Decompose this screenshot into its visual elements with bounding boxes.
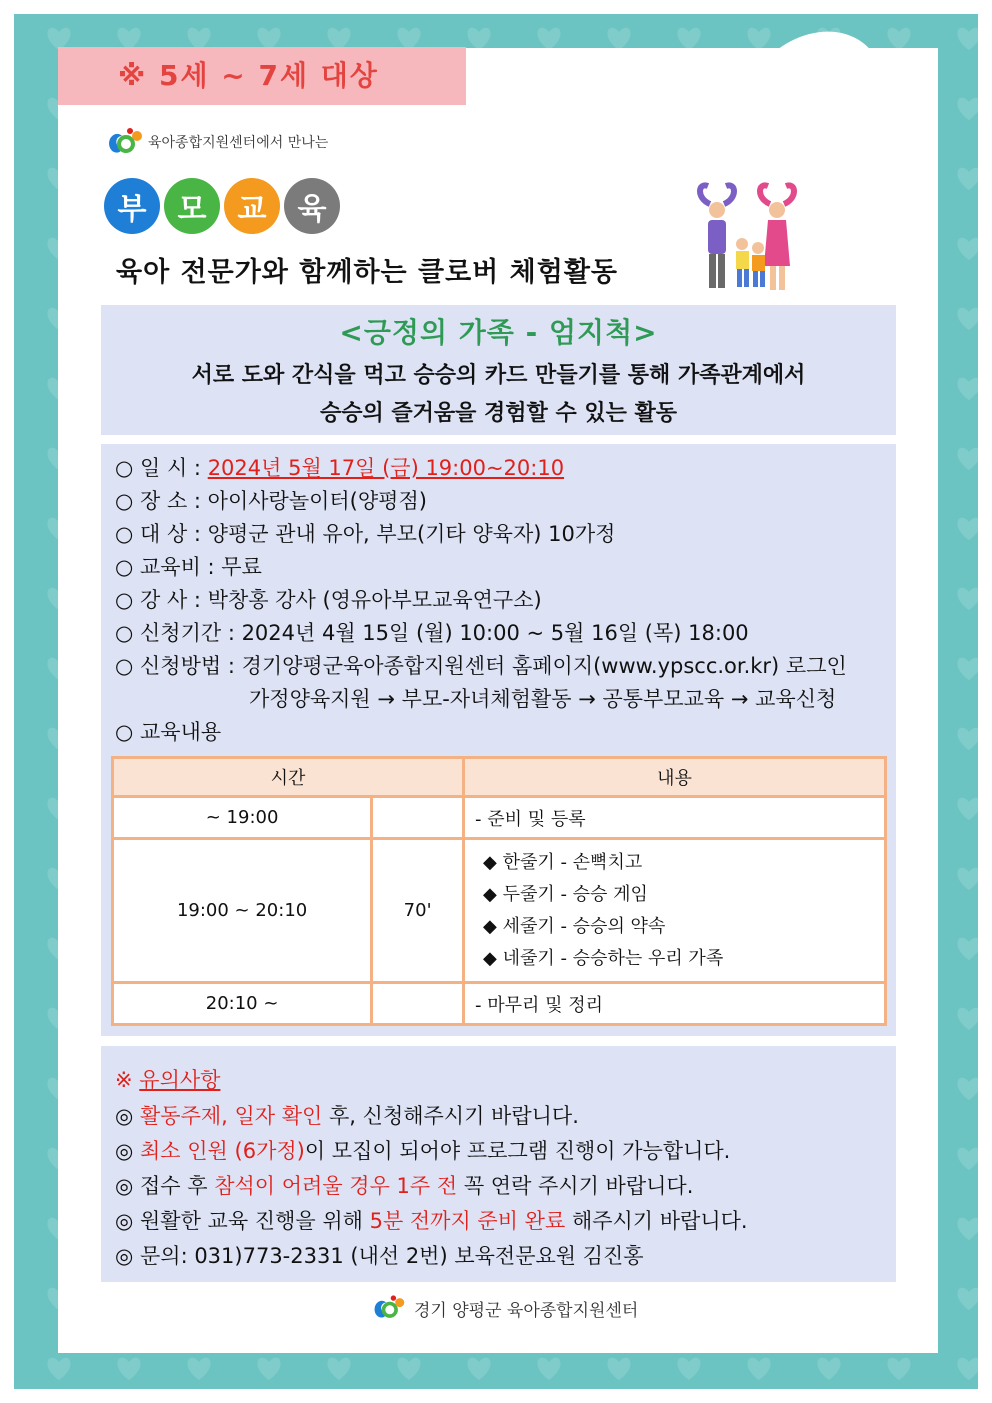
heart-shape bbox=[397, 1358, 420, 1380]
list-item: ◆ 두줄기 - 승승 게임 bbox=[483, 883, 648, 905]
footer bbox=[368, 1290, 638, 1326]
heart-shape bbox=[957, 28, 978, 50]
table-row bbox=[113, 797, 886, 839]
row2-content bbox=[464, 839, 886, 983]
center-logo-row bbox=[104, 122, 328, 162]
heart-shape bbox=[957, 938, 978, 960]
heart-shape bbox=[957, 728, 978, 750]
heart-shape bbox=[957, 1148, 978, 1170]
heart-shape bbox=[957, 168, 978, 190]
info-target: ○ 대 상 : 양평군 관내 유아, 부모(기타 양육자) 10가정 bbox=[115, 522, 616, 546]
info-period: ○ 신청기간 : 2024년 4월 15일 (월) 10:00 ~ 5월 16일 (목) 18:00 bbox=[115, 621, 749, 645]
badge-mo: 모 bbox=[164, 178, 220, 234]
theme-title: <긍정의 가족 - 엄지척> bbox=[339, 316, 658, 349]
list-item: ◆ 세줄기 - 승승의 약속 bbox=[483, 915, 666, 937]
theme-desc-line-2: 승승의 즐거움을 경험할 수 있는 활동 bbox=[319, 401, 678, 426]
heart-shape bbox=[957, 378, 978, 400]
note-bullet: ◎ bbox=[115, 1209, 134, 1233]
note-2 bbox=[115, 1135, 730, 1165]
heart-shape bbox=[117, 1358, 140, 1380]
note-bullet: ◎ bbox=[115, 1174, 134, 1198]
header-content: 내용 bbox=[464, 758, 886, 797]
date-value: 2024년 5월 17일 (금) 19:00~20:10 bbox=[207, 456, 565, 480]
note-4-pre: 원활한 교육 진행을 위해 bbox=[133, 1209, 370, 1233]
row1-time: ~ 19:00 bbox=[113, 797, 372, 839]
heart-shape bbox=[467, 1358, 490, 1380]
note-3-highlight: 참석이 어려울 경우 1주 전 bbox=[214, 1174, 458, 1198]
heart-shape bbox=[957, 868, 978, 890]
note-3 bbox=[115, 1170, 693, 1200]
heart-shape bbox=[957, 658, 978, 680]
title-badges bbox=[104, 178, 340, 234]
heart-shape bbox=[467, 28, 490, 50]
heart-shape bbox=[537, 1358, 560, 1380]
heart-shape bbox=[957, 448, 978, 470]
table-header-row bbox=[113, 758, 886, 797]
row3-content: - 마무리 및 정리 bbox=[464, 983, 886, 1025]
heart-shape bbox=[187, 1358, 210, 1380]
list-item: ◆ 한줄기 - 손뼉치고 bbox=[483, 851, 643, 873]
note-1 bbox=[115, 1100, 579, 1130]
table-row bbox=[113, 839, 886, 983]
heart-shape bbox=[327, 1358, 350, 1380]
table-row bbox=[113, 983, 886, 1025]
badge-yuk: 육 bbox=[284, 178, 340, 234]
notes-heading-text: 유의사항 bbox=[139, 1068, 221, 1092]
list-item: ◆ 네줄기 - 승승하는 우리 가족 bbox=[483, 947, 724, 969]
heart-shape bbox=[957, 308, 978, 330]
heart-shape bbox=[607, 1358, 630, 1380]
row2-duration: 70' bbox=[372, 839, 464, 983]
notes-heading bbox=[115, 1064, 220, 1094]
heart-shape bbox=[957, 1078, 978, 1100]
heart-shape bbox=[957, 238, 978, 260]
info-method: ○ 신청방법 : 경기양평군육아종합지원센터 홈페이지(www.ypscc.or.kr) 로그인 bbox=[115, 654, 847, 678]
notes-mark: ※ bbox=[115, 1068, 140, 1092]
heart-shape bbox=[747, 1358, 770, 1380]
family-illustration bbox=[690, 178, 810, 298]
info-fee: ○ 교육비 : 무료 bbox=[115, 555, 262, 579]
info-content: ○ 교육내용 bbox=[115, 720, 222, 744]
theme-description bbox=[101, 357, 896, 433]
heart-shape bbox=[957, 1218, 978, 1240]
note-bullet: ◎ bbox=[115, 1139, 134, 1163]
heart-shape bbox=[957, 588, 978, 610]
heart-shape bbox=[957, 98, 978, 120]
heart-shape bbox=[957, 1358, 978, 1380]
note-4-highlight: 5분 전까지 준비 완료 bbox=[369, 1209, 566, 1233]
info-place: ○ 장 소 : 아이사랑놀이터(양평점) bbox=[115, 489, 427, 513]
footer-center-name: 경기 양평군 육아종합지원센터 bbox=[414, 1300, 639, 1321]
date-label: ○ 일 시 : bbox=[115, 456, 208, 480]
note-2-text: 이 모집이 되어야 프로그램 진행이 가능합니다. bbox=[304, 1139, 731, 1163]
target-age-tag: ※ 5세 ~ 7세 대상 bbox=[58, 47, 466, 105]
page-subtitle: 육아 전문가와 함께하는 클로버 체험활동 bbox=[116, 257, 618, 288]
logo-caption: 육아종합지원센터에서 만나는 bbox=[148, 135, 329, 151]
heart-shape bbox=[957, 518, 978, 540]
header-time: 시간 bbox=[113, 758, 464, 797]
theme-desc-line-1: 서로 도와 간식을 먹고 승승의 카드 만들기를 통해 가족관계에서 bbox=[191, 363, 806, 388]
heart-shape bbox=[957, 1008, 978, 1030]
note-4-text: 해주시기 바랍니다. bbox=[565, 1209, 748, 1233]
heart-shape bbox=[607, 28, 630, 50]
info-date bbox=[115, 452, 564, 482]
note-3-text: 꼭 연락 주시기 바랍니다. bbox=[457, 1174, 694, 1198]
heart-shape bbox=[257, 1358, 280, 1380]
notes-box bbox=[101, 1046, 896, 1282]
note-1-text: 후, 신청해주시기 바랍니다. bbox=[322, 1104, 579, 1128]
heart-shape bbox=[677, 1358, 700, 1380]
note-5-text: 문의: 031)773-2331 (내선 2번) 보육전문요원 김진홍 bbox=[133, 1244, 644, 1268]
row1-content: - 준비 및 등록 bbox=[464, 797, 886, 839]
info-instructor: ○ 강 사 : 박창홍 강사 (영유아부모교육연구소) bbox=[115, 588, 542, 612]
heart-shape bbox=[957, 798, 978, 820]
heart-shape bbox=[47, 1358, 70, 1380]
schedule-table bbox=[111, 756, 887, 1026]
note-bullet: ◎ bbox=[115, 1104, 134, 1128]
row3-duration bbox=[372, 983, 464, 1025]
row2-time: 19:00 ~ 20:10 bbox=[113, 839, 372, 983]
heart-shape bbox=[957, 1288, 978, 1310]
heart-shape bbox=[537, 28, 560, 50]
note-4 bbox=[115, 1205, 748, 1235]
theme-box bbox=[101, 305, 896, 435]
badge-gyo: 교 bbox=[224, 178, 280, 234]
center-logo-icon bbox=[104, 122, 144, 162]
note-1-highlight: 활동주제, 일자 확인 bbox=[140, 1104, 323, 1128]
note-2-highlight: 최소 인원 (6가정) bbox=[140, 1139, 305, 1163]
row1-duration bbox=[372, 797, 464, 839]
heart-shape bbox=[887, 1358, 910, 1380]
badge-bu: 부 bbox=[104, 178, 160, 234]
note-3-pre: 접수 후 bbox=[133, 1174, 215, 1198]
footer-logo-icon bbox=[368, 1290, 408, 1326]
note-bullet: ◎ bbox=[115, 1244, 134, 1268]
heart-shape bbox=[817, 1358, 840, 1380]
info-method-path: 가정양육지원 → 부모-자녀체험활동 → 공통부모교육 → 교육신청 bbox=[249, 687, 837, 711]
info-box bbox=[101, 444, 896, 1036]
note-5 bbox=[115, 1240, 644, 1270]
row3-time: 20:10 ~ bbox=[113, 983, 372, 1025]
